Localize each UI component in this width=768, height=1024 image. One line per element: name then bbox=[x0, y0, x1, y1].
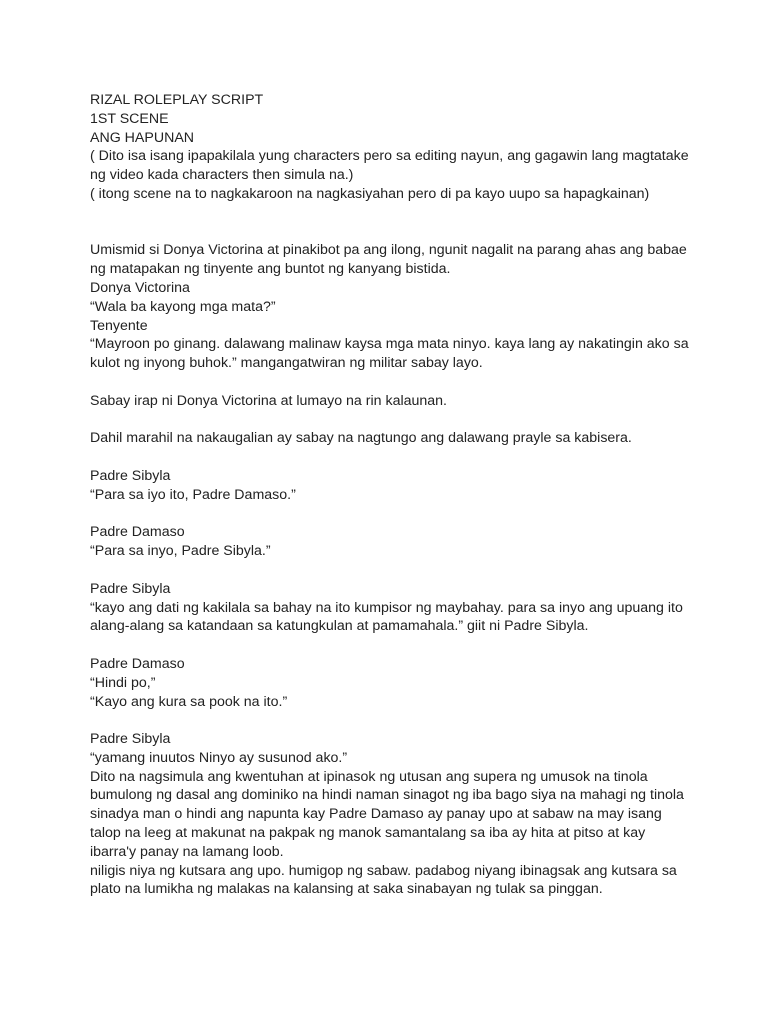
text-line: “Para sa iyo ito, Padre Damaso.” bbox=[90, 486, 296, 503]
text-line: sinadya man o hindi ang napunta kay Padre Damaso ay panay upo at sabaw na may isang bbox=[90, 806, 662, 823]
text-line: ng video kada characters then simula na.) bbox=[90, 167, 354, 184]
blank-line bbox=[90, 411, 690, 430]
blank-line bbox=[90, 448, 690, 467]
text-line: ng matapakan ng tinyente ang buntot ng kanyang bistida. bbox=[90, 261, 451, 278]
blank-line bbox=[90, 711, 690, 730]
text-line: “Para sa inyo, Padre Sibyla.” bbox=[90, 543, 271, 560]
blank-line bbox=[90, 636, 690, 655]
text-line: “Wala ba kayong mga mata?” bbox=[90, 298, 276, 315]
text-line: “kayo ang dati ng kakilala sa bahay na ito kumpisor ng maybahay. para sa inyo ang upuang ito bbox=[90, 599, 683, 616]
text-line: niligis niya ng kutsara ang upo. humigop ng sabaw. padabog niyang ibinagsak ang kutsara sa bbox=[90, 862, 677, 879]
text-line: 1ST SCENE bbox=[90, 110, 169, 127]
blank-line bbox=[90, 223, 690, 242]
text-line: Padre Damaso bbox=[90, 655, 185, 672]
text-line: “Kayo ang kura sa pook na ito.” bbox=[90, 693, 288, 710]
text-line: Dahil marahil na nakaugalian ay sabay na nagtungo ang dalawang prayle sa kabisera. bbox=[90, 430, 632, 447]
blank-line bbox=[90, 505, 690, 524]
text-line: “Hindi po,” bbox=[90, 674, 156, 691]
text-line: Padre Damaso bbox=[90, 524, 185, 541]
text-line: Padre Sibyla bbox=[90, 580, 171, 597]
text-line: Sabay irap ni Donya Victorina at lumayo na rin kalaunan. bbox=[90, 392, 448, 409]
document-body bbox=[90, 91, 690, 899]
text-line: alang-alang sa katandaan sa katungkulan at pamamahala.” giit ni Padre Sibyla. bbox=[90, 618, 589, 635]
blank-line bbox=[90, 561, 690, 580]
text-line: bumulong ng dasal ang dominiko na hindi naman sinagot ng iba bago siya na mahagi ng tinola bbox=[90, 787, 684, 804]
blank-line bbox=[90, 373, 690, 392]
text-line: kulot ng inyong buhok.” mangangatwiran ng militar sabay layo. bbox=[90, 355, 483, 372]
text-line: “Mayroon po ginang. dalawang malinaw kaysa mga mata ninyo. kaya lang ay nakatingin ako sa bbox=[90, 336, 689, 353]
text-line: Umismid si Donya Victorina at pinakibot pa ang ilong, ngunit nagalit na parang ahas ang babae bbox=[90, 242, 687, 259]
text-line: plato na lumikha ng malakas na kalansing at saka sinabayan ng tulak sa pinggan. bbox=[90, 881, 603, 898]
text-line: ANG HAPUNAN bbox=[90, 129, 195, 146]
text-line: Padre Sibyla bbox=[90, 731, 171, 748]
text-line: ( itong scene na to nagkakaroon na nagkasiyahan pero di pa kayo uupo sa hapagkainan) bbox=[90, 185, 650, 202]
text-line: Tenyente bbox=[90, 317, 148, 334]
text-line: ibarra'y panay na lamang loob. bbox=[90, 843, 284, 860]
text-line: Dito na nagsimula ang kwentuhan at ipinasok ng utusan ang supera ng umusok na tinola bbox=[90, 768, 648, 785]
blank-line bbox=[90, 204, 690, 223]
text-line: ( Dito isa isang ipapakilala yung characters pero sa editing nayun, ang gagawin lang magtatake bbox=[90, 148, 689, 165]
text-line: talop na leeg at makunat na pakpak ng manok samantalang sa iba ay hita at pitso at kay bbox=[90, 825, 646, 842]
text-line: Donya Victorina bbox=[90, 279, 190, 296]
text-line: “yamang inuutos Ninyo ay susunod ako.” bbox=[90, 749, 348, 766]
text-line: Padre Sibyla bbox=[90, 467, 171, 484]
text-line: RIZAL ROLEPLAY SCRIPT bbox=[90, 92, 264, 108]
